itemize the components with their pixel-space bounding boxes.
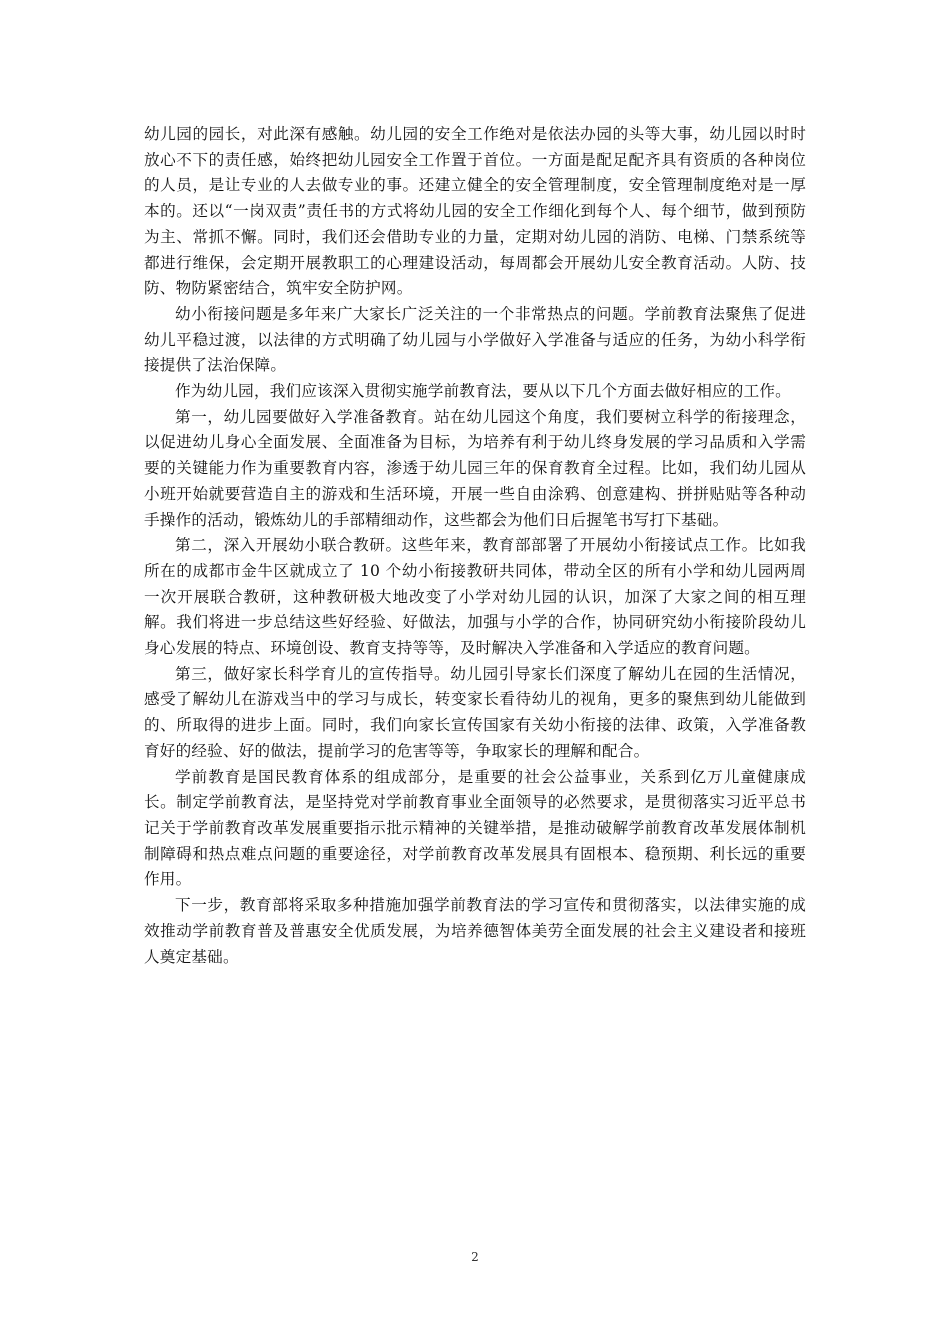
page-number: 2 [471, 1250, 479, 1264]
paragraph: 第三，做好家长科学育儿的宣传指导。幼儿园引导家长们深度了解幼儿在园的生活情况，感受了解幼儿在游戏当中的学习与成长，转变家长看待幼儿的视角，更多的聚焦到幼儿能做到的、所取得的进步上面。同时，我们向家长宣传国家有关幼小衔接的法律、政策，入学准备教育好的经验、好的做法，提前学习的危害等等，争取家长的理解和配合。 [144, 664, 806, 760]
paragraph: 作为幼儿园，我们应该深入贯彻实施学前教育法，要从以下几个方面去做好相应的工作。 [175, 382, 791, 401]
paragraph-continued: 幼儿园的园长，对此深有感触。幼儿园的安全工作绝对是依法办园的头等大事，幼儿园以时时放心不下的责任感，始终把幼儿园安全工作置于首位。一方面是配足配齐具有资质的各种岗位的人员，是让专业的人去做专业的事。还建立健全的安全管理制度，安全管理制度绝对是一厚本的。还以“一岗双责”责任书的方式将幼儿园的安全工作细化到每个人、每个细节，做到预防为主、常抓不懈。同时，我们还会借助专业的力量，定期对幼儿园的消防、电梯、门禁系统等都进行维保，会定期开展教职工的心理建设活动，每周都会开展幼儿安全教育活动。人防、技防、物防紧密结合，筑牢安全防护网。 [144, 125, 806, 298]
document-body [144, 122, 806, 970]
paragraph: 第一，幼儿园要做好入学准备教育。站在幼儿园这个角度，我们要树立科学的衔接理念，以促进幼儿身心全面发展、全面准备为目标，为培养有利于幼儿终身发展的学习品质和入学需要的关键能力作为重要教育内容，渗透于幼儿园三年的保育教育全过程。比如，我们幼儿园从小班开始就要营造自主的游戏和生活环境，开展一些自由涂鸦、创意建构、拼拼贴贴等各种动手操作的活动，锻炼幼儿的手部精细动作，这些都会为他们日后握笔书写打下基础。 [144, 407, 806, 529]
paragraph: 幼小衔接问题是多年来广大家长广泛关注的一个非常热点的问题。学前教育法聚焦了促进幼儿平稳过渡，以法律的方式明确了幼儿园与小学做好入学准备与适应的任务，为幼小科学衔接提供了法治保障。 [144, 304, 806, 375]
paragraph: 下一步，教育部将采取多种措施加强学前教育法的学习宣传和贯彻落实，以法律实施的成效推动学前教育普及普惠安全优质发展，为培养德智体美劳全面发展的社会主义建设者和接班人奠定基础。 [144, 896, 806, 966]
paragraph: 第二，深入开展幼小联合教研。这些年来，教育部部署了开展幼小衔接试点工作。比如我所在的成都市金牛区就成立了 10 个幼小衔接教研共同体，带动全区的所有小学和幼儿园两周一次开展联合教研，这种教研极大地改变了小学对幼儿园的认识，加深了大家之间的相互理解。我们将进一步总结这些好经验、好做法，加强与小学的合作，协同研究幼小衔接阶段幼儿身心发展的特点、环境创设、教育支持等等，及时解决入学准备和入学适应的教育问题。 [144, 536, 806, 658]
paragraph: 学前教育是国民教育体系的组成部分，是重要的社会公益事业，关系到亿万儿童健康成长。制定学前教育法，是坚持党对学前教育事业全面领导的必然要求，是贯彻落实习近平总书记关于学前教育改革发展重要指示批示精神的关键举措，是推动破解学前教育改革发展体制机制障碍和热点难点问题的重要途径，对学前教育改革发展具有固根本、稳预期、利长远的重要作用。 [144, 767, 806, 889]
